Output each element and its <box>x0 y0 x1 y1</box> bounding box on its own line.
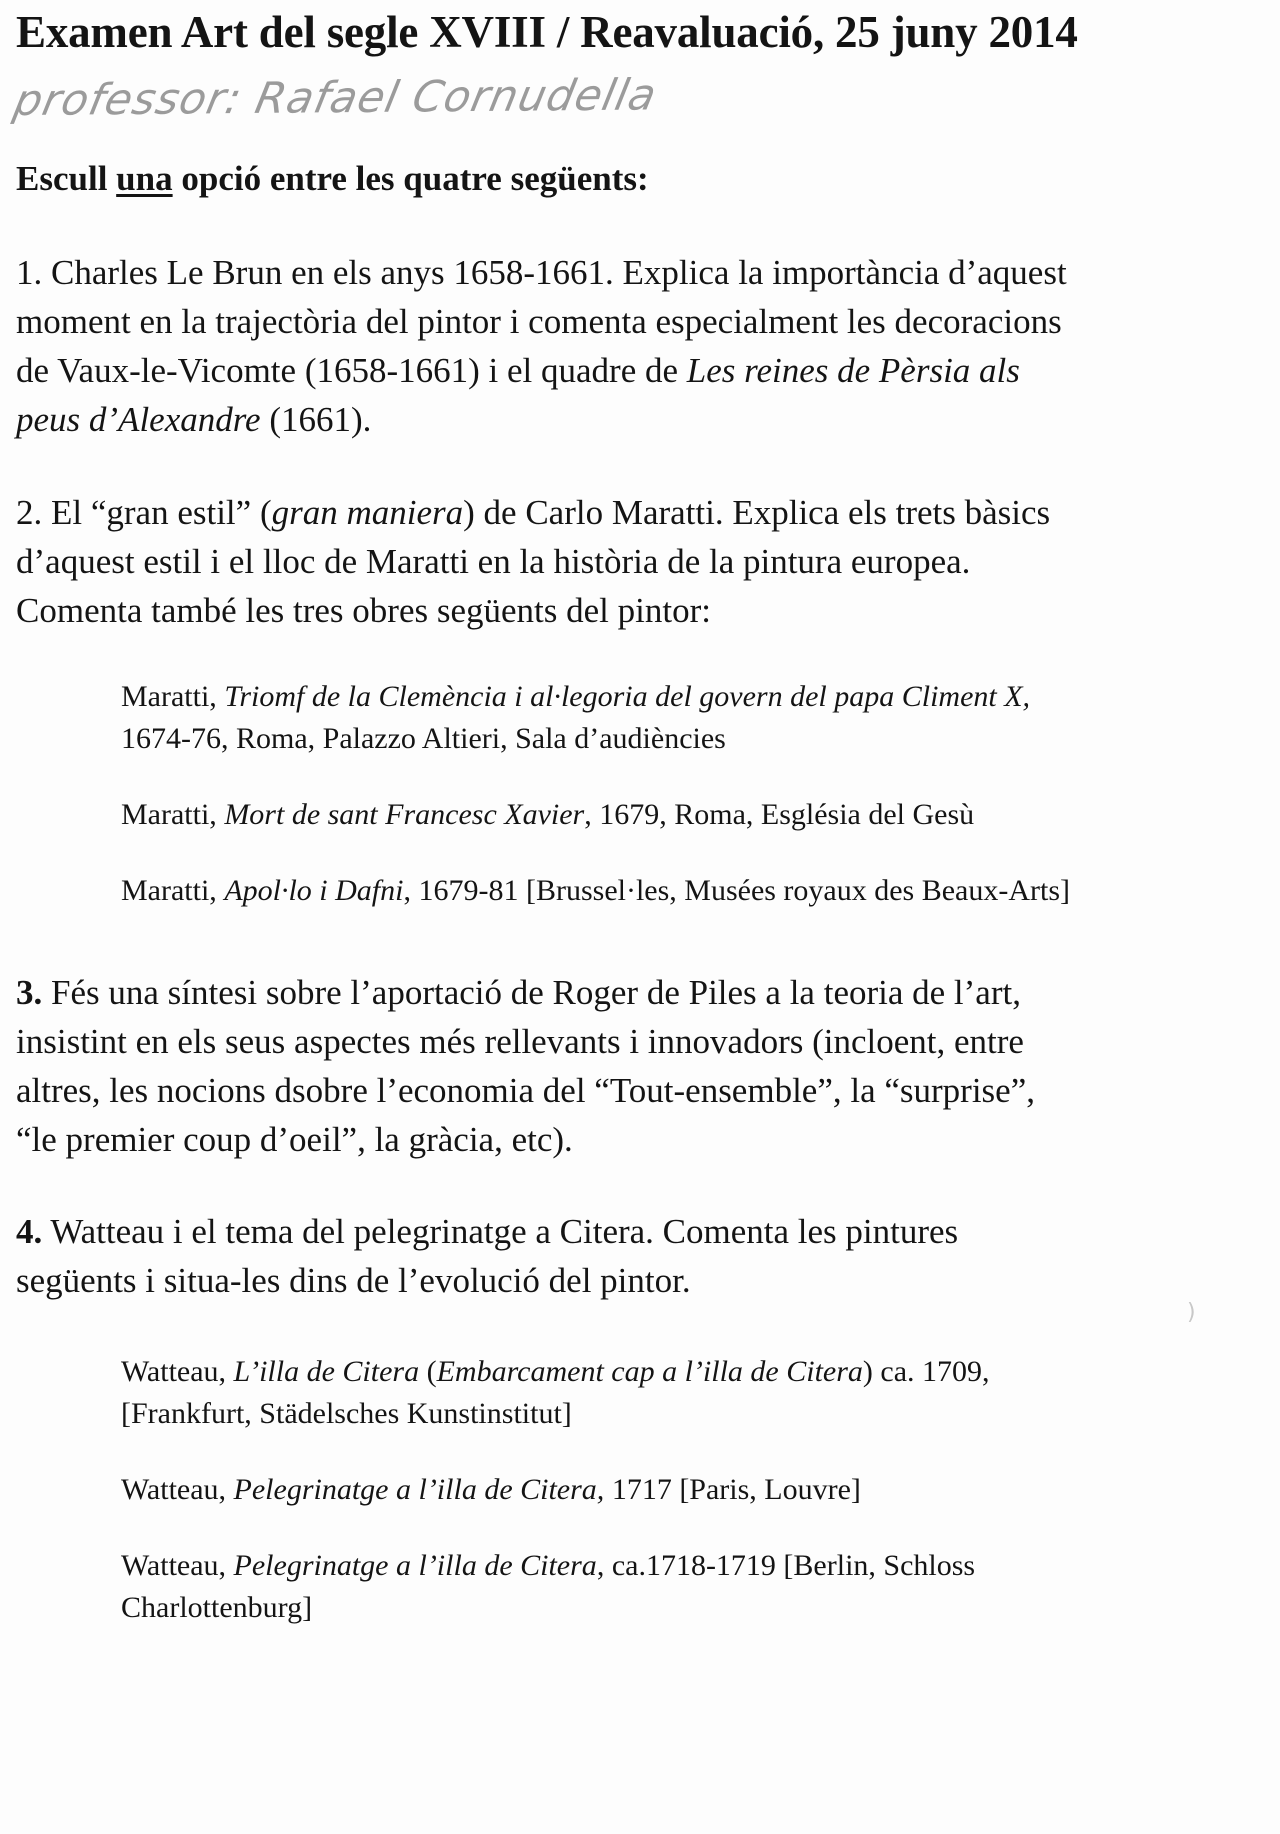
artwork-item <box>121 1351 1271 1435</box>
question-1 <box>16 248 1276 444</box>
text-run: , 1679-81 [Brussel·les, Musées royaux des Beaux-Arts] <box>403 874 1071 907</box>
exam-title: Examen Art del segle XVIII / Reavaluació, 25 juny 2014 <box>16 7 1078 57</box>
question-2-works-list <box>121 676 1271 912</box>
text-run: Fés una síntesi sobre l’aportació de Roger de Piles a la teoria de l’art, <box>42 973 1021 1012</box>
text-run: següents i situa-les dins de l’evolució del pintor. <box>16 1261 691 1300</box>
question-line <box>16 488 1276 537</box>
question-line <box>16 537 1276 586</box>
text-run: 1717 [Paris, Louvre] <box>604 1473 861 1506</box>
question-4-works-list <box>121 1351 1271 1629</box>
italic-title-text: Les reines de Pèrsia als <box>686 351 1020 390</box>
artwork-line <box>121 1351 1271 1393</box>
question-line <box>16 248 1276 297</box>
italic-title-text: Mort de sant Francesc Xavier <box>224 798 585 831</box>
italic-title-text: Embarcament cap a l’illa de Citera <box>436 1355 863 1388</box>
question-line <box>16 1207 1276 1256</box>
question-number: 4. <box>16 1212 43 1251</box>
italic-title-text: Pelegrinatge a l’illa de Citera <box>233 1549 597 1582</box>
text-run: Charles Le Brun en els anys 1658-1661. Explica la importància d’aquest <box>42 253 1067 292</box>
text-run: d’aquest estil i el lloc de Maratti en la història de la pintura europea. <box>16 542 971 581</box>
instruction-suffix: opció entre les quatre següents: <box>172 159 649 198</box>
text-run: altres, les nocions dsobre l’economia del “Tout-ensemble”, la “surprise”, <box>16 1071 1035 1110</box>
question-number: 3. <box>16 973 43 1012</box>
text-run: insistint en els seus aspectes més rellevants i innovadors (incloent, entre <box>16 1022 1024 1061</box>
artwork-item <box>121 1469 1271 1511</box>
question-line <box>16 395 1276 444</box>
artwork-item <box>121 794 1271 836</box>
text-run: 1674-76, Roma, Palazzo Altieri, Sala d’audiències <box>121 722 726 755</box>
question-line <box>16 1256 1276 1305</box>
artwork-item <box>121 676 1271 760</box>
question-line <box>16 586 1276 635</box>
text-run: El “gran estil” ( <box>42 493 272 532</box>
question-4 <box>16 1207 1276 1305</box>
text-run: Maratti, <box>121 680 225 713</box>
question-2 <box>16 488 1276 635</box>
artwork-line <box>121 1393 1271 1435</box>
text-run: Watteau i el tema del pelegrinatge a Citera. Comenta les pintures <box>42 1212 959 1251</box>
italic-title-text: peus d’Alexandre <box>16 400 261 439</box>
handwritten-professor-note: professor: Rafael Cornudella <box>9 70 662 126</box>
artwork-line <box>121 1545 1271 1587</box>
text-run: [Frankfurt, Städelsches Kunstinstitut] <box>121 1397 572 1430</box>
question-line <box>16 1115 1276 1164</box>
text-run: Watteau, <box>121 1473 234 1506</box>
text-run: Watteau, <box>121 1549 234 1582</box>
text-run: , ca.1718-1719 [Berlin, Schloss <box>596 1549 976 1582</box>
text-run: Comenta també les tres obres següents del pintor: <box>16 591 711 630</box>
text-run: Watteau, <box>121 1355 234 1388</box>
text-run: , 1679, Roma, Església del Gesù <box>584 798 975 831</box>
artwork-line <box>121 1469 1271 1511</box>
text-run: ) de Carlo Maratti. Explica els trets bàsics <box>463 493 1051 532</box>
text-run: moment en la trajectòria del pintor i comenta especialment les decoracions <box>16 302 1062 341</box>
artwork-line <box>121 718 1271 760</box>
text-run: Maratti, <box>121 874 225 907</box>
artwork-line <box>121 1587 1271 1629</box>
italic-title-text: Triomf de la Clemència i al·legoria del govern del papa Climent X, <box>224 680 1031 713</box>
text-run: “le premier coup d’oeil”, la gràcia, etc). <box>16 1120 573 1159</box>
italic-title-text: L’illa de Citera <box>233 1355 420 1388</box>
instruction-emphasis: una <box>116 159 173 198</box>
italic-title-text: gran maniera <box>271 493 464 532</box>
question-3 <box>16 968 1276 1164</box>
text-run: ) ca. 1709, <box>862 1355 990 1388</box>
exam-instruction <box>16 156 649 202</box>
scan-mark: ) <box>1187 1300 1196 1325</box>
question-line <box>16 346 1276 395</box>
italic-title-text: Pelegrinatge a l’illa de Citera, <box>233 1473 605 1506</box>
question-number: 1. <box>16 253 43 292</box>
question-line <box>16 297 1276 346</box>
italic-title-text: Apol·lo i Dafni <box>224 874 404 907</box>
question-line <box>16 1017 1276 1066</box>
artwork-line <box>121 794 1271 836</box>
question-number: 2. <box>16 493 43 532</box>
artwork-line <box>121 870 1271 912</box>
text-run: Maratti, <box>121 798 225 831</box>
question-line <box>16 1066 1276 1115</box>
artwork-item <box>121 870 1271 912</box>
text-run: de Vaux-le-Vicomte (1658-1661) i el quadre de <box>16 351 687 390</box>
instruction-prefix: Escull <box>16 159 117 198</box>
artwork-line <box>121 676 1271 718</box>
question-line <box>16 968 1276 1017</box>
text-run: ( <box>419 1355 437 1388</box>
artwork-item <box>121 1545 1271 1629</box>
text-run: Charlottenburg] <box>121 1591 313 1624</box>
text-run: (1661). <box>260 400 372 439</box>
